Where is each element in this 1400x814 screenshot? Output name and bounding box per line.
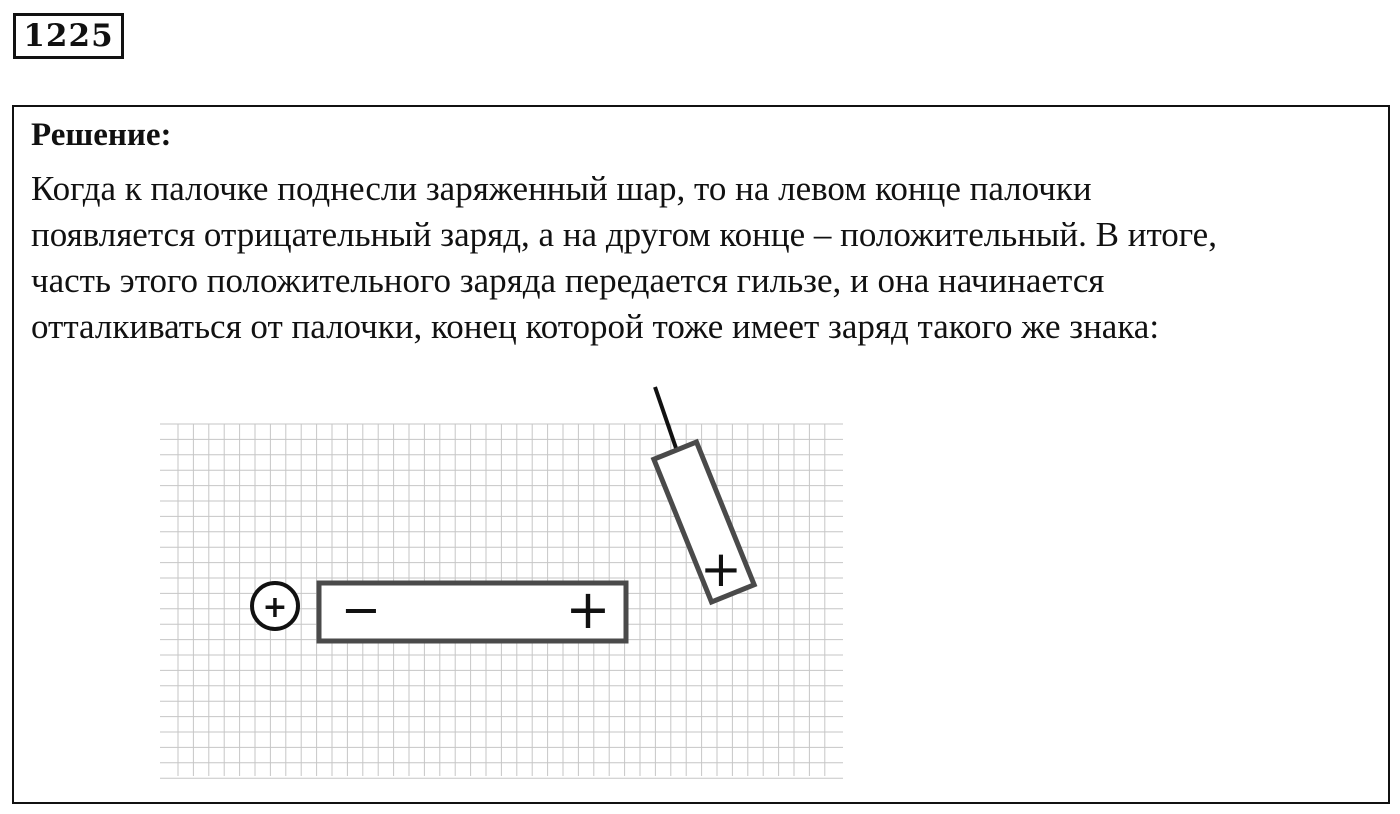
stick-negative-charge-label: − (340, 582, 382, 638)
stick (319, 578, 626, 641)
solution-line: часть этого положительного заряда передается гильзе, и она начинается (31, 261, 1105, 300)
solution-heading: Решение: (31, 117, 172, 153)
solution-line: появляется отрицательный заряд, а на другом конце – положительный. В итоге, (31, 215, 1217, 254)
sleeve-charge-label: + (700, 540, 742, 598)
stick-positive-charge-label: + (565, 578, 611, 641)
ball-charge-label: + (262, 590, 288, 625)
solution-line: отталкиваться от палочки, конец которой тоже имеет заряд такого же знака: (31, 307, 1160, 346)
problem-number: 1225 (13, 13, 124, 59)
solution-line: Когда к палочке поднесли заряженный шар, то на левом конце палочки (31, 169, 1092, 208)
charged-ball (252, 583, 298, 629)
thread (655, 387, 677, 451)
